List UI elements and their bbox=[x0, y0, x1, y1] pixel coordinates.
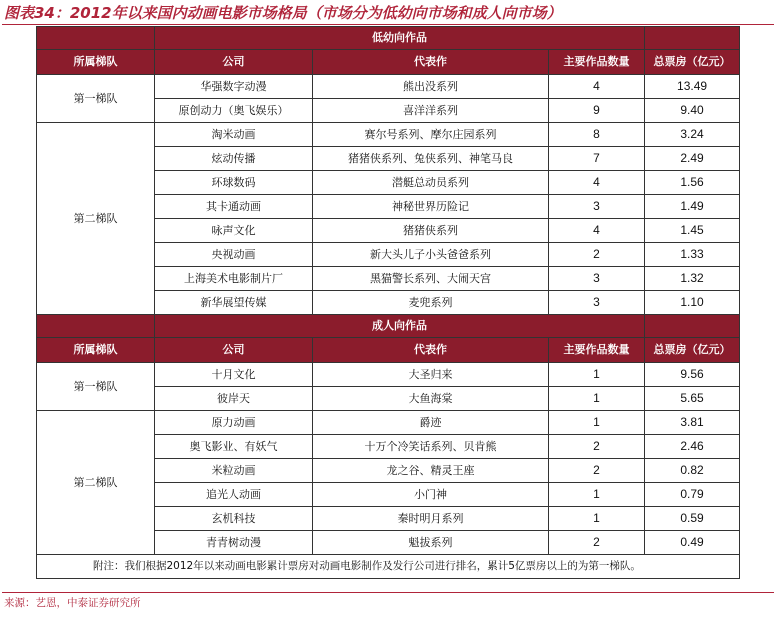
company-cell: 原创动力（奥飞娱乐） bbox=[155, 99, 313, 123]
table-row bbox=[37, 411, 740, 435]
tier-cell: 第二梯队 bbox=[37, 411, 155, 555]
company-cell: 新华展望传媒 bbox=[155, 291, 313, 315]
count-cell: 4 bbox=[549, 75, 645, 99]
works-cell: 十万个冷笑话系列、贝肯熊 bbox=[313, 435, 549, 459]
tier-column-header: 所属梯队 bbox=[37, 338, 155, 363]
box-office-cell: 9.56 bbox=[645, 363, 740, 387]
company-column-header: 公司 bbox=[155, 50, 313, 75]
works-cell: 赛尔号系列、摩尔庄园系列 bbox=[313, 123, 549, 147]
works-column-header: 代表作 bbox=[313, 50, 549, 75]
box-office-cell: 13.49 bbox=[645, 75, 740, 99]
section-title-spacer bbox=[37, 315, 155, 338]
title-divider bbox=[2, 24, 774, 25]
box-office-cell: 0.82 bbox=[645, 459, 740, 483]
company-cell: 十月文化 bbox=[155, 363, 313, 387]
section-title: 低幼向作品 bbox=[155, 27, 645, 50]
count-cell: 1 bbox=[549, 411, 645, 435]
section-title: 成人向作品 bbox=[155, 315, 645, 338]
company-cell: 青青树动漫 bbox=[155, 531, 313, 555]
works-cell: 熊出没系列 bbox=[313, 75, 549, 99]
source-text: 来源：艺恩，中泰证券研究所 bbox=[4, 597, 141, 609]
box-office-cell: 1.56 bbox=[645, 171, 740, 195]
box-office-cell: 0.49 bbox=[645, 531, 740, 555]
count-cell: 3 bbox=[549, 267, 645, 291]
company-cell: 奥飞影业、有妖气 bbox=[155, 435, 313, 459]
box-office-cell: 3.81 bbox=[645, 411, 740, 435]
section-title-spacer bbox=[37, 27, 155, 50]
works-cell: 黑猫警长系列、大闹天宫 bbox=[313, 267, 549, 291]
table-row bbox=[37, 123, 740, 147]
section-header-row bbox=[37, 27, 740, 50]
works-cell: 喜洋洋系列 bbox=[313, 99, 549, 123]
count-cell: 3 bbox=[549, 291, 645, 315]
works-cell: 小门神 bbox=[313, 483, 549, 507]
count-cell: 3 bbox=[549, 195, 645, 219]
company-cell: 追光人动画 bbox=[155, 483, 313, 507]
works-cell: 秦时明月系列 bbox=[313, 507, 549, 531]
section-header-row bbox=[37, 315, 740, 338]
count-cell: 4 bbox=[549, 171, 645, 195]
count-cell: 1 bbox=[549, 483, 645, 507]
count-cell: 1 bbox=[549, 507, 645, 531]
company-cell: 原力动画 bbox=[155, 411, 313, 435]
tier-cell: 第一梯队 bbox=[37, 75, 155, 123]
note-text: 附注：我们根据2012年以来动画电影累计票房对动画电影制作及发行公司进行排名，累计5亿票房以上的为第一梯队。 bbox=[37, 555, 740, 579]
company-cell: 咏声文化 bbox=[155, 219, 313, 243]
count-cell: 4 bbox=[549, 219, 645, 243]
box-office-cell: 0.59 bbox=[645, 507, 740, 531]
company-cell: 其卡通动画 bbox=[155, 195, 313, 219]
note-row bbox=[37, 555, 740, 579]
box-office-cell: 0.79 bbox=[645, 483, 740, 507]
box-office-column-header: 总票房（亿元） bbox=[645, 50, 740, 75]
count-cell: 7 bbox=[549, 147, 645, 171]
works-cell: 潜艇总动员系列 bbox=[313, 171, 549, 195]
count-cell: 8 bbox=[549, 123, 645, 147]
box-office-cell: 3.24 bbox=[645, 123, 740, 147]
company-cell: 彼岸天 bbox=[155, 387, 313, 411]
works-cell: 魁拔系列 bbox=[313, 531, 549, 555]
count-cell: 2 bbox=[549, 459, 645, 483]
company-cell: 环球数码 bbox=[155, 171, 313, 195]
company-cell: 玄机科技 bbox=[155, 507, 313, 531]
works-cell: 大圣归来 bbox=[313, 363, 549, 387]
box-office-cell: 1.10 bbox=[645, 291, 740, 315]
count-cell: 2 bbox=[549, 435, 645, 459]
company-cell: 上海美术电影制片厂 bbox=[155, 267, 313, 291]
box-office-cell: 5.65 bbox=[645, 387, 740, 411]
box-office-cell: 2.49 bbox=[645, 147, 740, 171]
company-cell: 淘米动画 bbox=[155, 123, 313, 147]
company-cell: 央视动画 bbox=[155, 243, 313, 267]
table-row bbox=[37, 75, 740, 99]
figure-title: 图表34：2012年以来国内动画电影市场格局（市场分为低幼向市场和成人向市场） bbox=[4, 4, 562, 22]
box-office-cell: 2.46 bbox=[645, 435, 740, 459]
box-office-cell: 1.33 bbox=[645, 243, 740, 267]
column-header-row bbox=[37, 50, 740, 75]
company-cell: 华强数字动漫 bbox=[155, 75, 313, 99]
count-cell: 1 bbox=[549, 363, 645, 387]
box-office-cell: 1.49 bbox=[645, 195, 740, 219]
column-header-row bbox=[37, 338, 740, 363]
works-cell: 大鱼海棠 bbox=[313, 387, 549, 411]
works-cell: 麦兜系列 bbox=[313, 291, 549, 315]
count-cell: 9 bbox=[549, 99, 645, 123]
tier-column-header: 所属梯队 bbox=[37, 50, 155, 75]
count-cell: 1 bbox=[549, 387, 645, 411]
count-cell: 2 bbox=[549, 531, 645, 555]
works-cell: 爵迹 bbox=[313, 411, 549, 435]
works-cell: 神秘世界历险记 bbox=[313, 195, 549, 219]
market-table bbox=[36, 26, 740, 579]
works-column-header: 代表作 bbox=[313, 338, 549, 363]
works-cell: 新大头儿子小头爸爸系列 bbox=[313, 243, 549, 267]
works-cell: 猪猪侠系列 bbox=[313, 219, 549, 243]
box-office-column-header: 总票房（亿元） bbox=[645, 338, 740, 363]
count-column-header: 主要作品数量 bbox=[549, 50, 645, 75]
works-cell: 龙之谷、精灵王座 bbox=[313, 459, 549, 483]
section-title-spacer bbox=[645, 315, 740, 338]
works-cell: 猪猪侠系列、兔侠系列、神笔马良 bbox=[313, 147, 549, 171]
box-office-cell: 9.40 bbox=[645, 99, 740, 123]
section-title-spacer bbox=[645, 27, 740, 50]
tier-cell: 第二梯队 bbox=[37, 123, 155, 315]
company-cell: 米粒动画 bbox=[155, 459, 313, 483]
box-office-cell: 1.45 bbox=[645, 219, 740, 243]
source-divider bbox=[2, 592, 774, 593]
tier-cell: 第一梯队 bbox=[37, 363, 155, 411]
company-column-header: 公司 bbox=[155, 338, 313, 363]
count-column-header: 主要作品数量 bbox=[549, 338, 645, 363]
table-row bbox=[37, 363, 740, 387]
company-cell: 炫动传播 bbox=[155, 147, 313, 171]
count-cell: 2 bbox=[549, 243, 645, 267]
box-office-cell: 1.32 bbox=[645, 267, 740, 291]
